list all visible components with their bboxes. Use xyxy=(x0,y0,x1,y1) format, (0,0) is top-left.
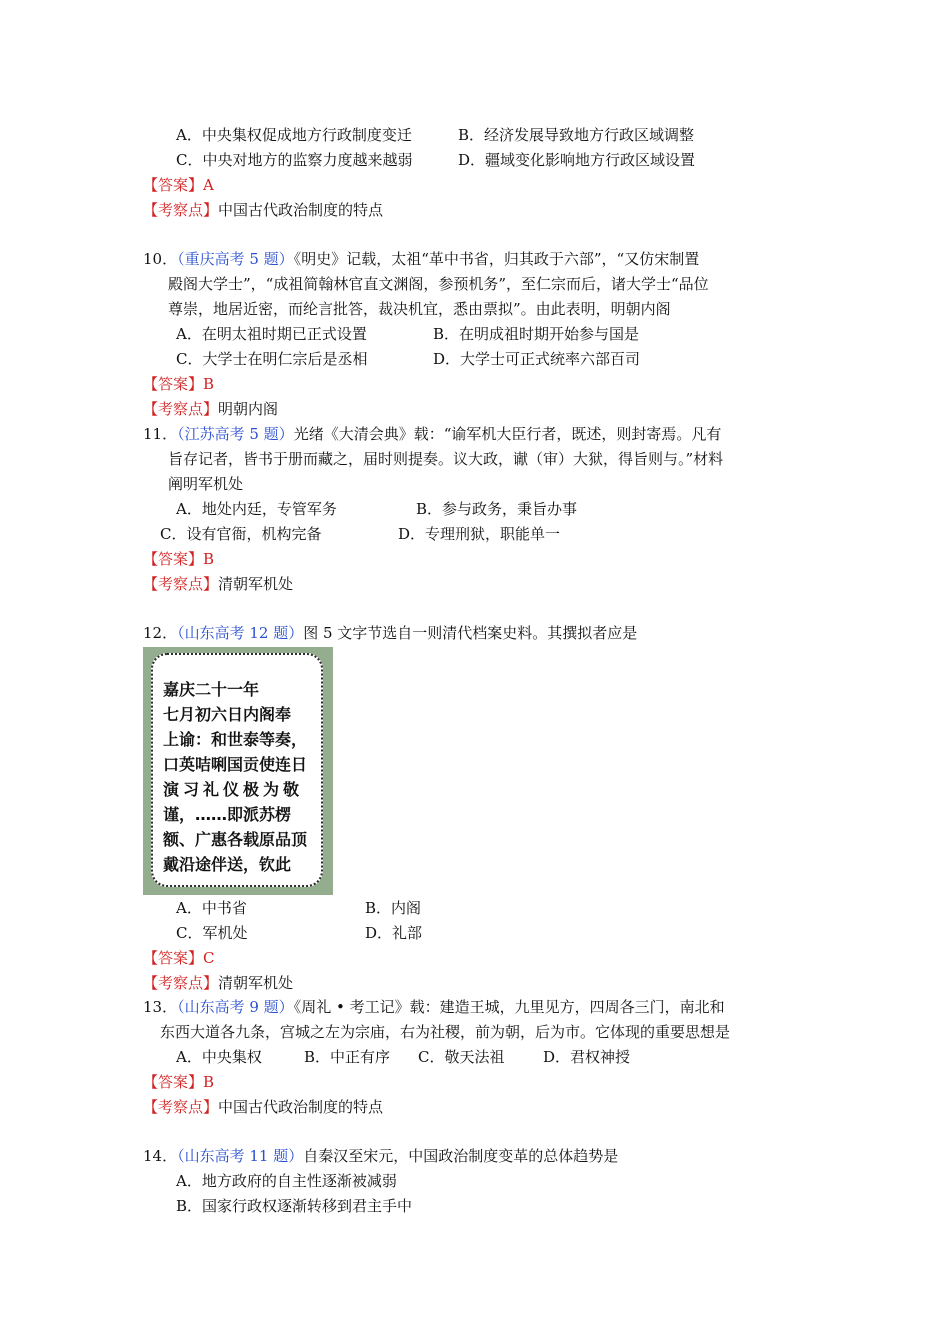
figure-line: 演习礼仪极为敬 xyxy=(163,780,304,799)
q11-source: （江苏高考 5 题） xyxy=(177,425,294,443)
q9-option-c: C．中央对地方的监察力度越来越弱 xyxy=(176,151,413,169)
q12-option-b: B．内阁 xyxy=(365,899,422,917)
q10-option-c: C．大学士在明仁宗后是丞相 xyxy=(176,350,368,368)
q14-option-b: B．国家行政权逐渐转移到君主手中 xyxy=(176,1197,413,1215)
q9-answer: 【答案】A xyxy=(143,176,214,194)
q13-answer: 【答案】B xyxy=(143,1073,215,1091)
figure-line: 谨，……即派苏楞 xyxy=(163,805,292,824)
q13-stem-line1: 13．（山东高考 9 题）《周礼 • 考工记》载：建造王城，九里见方，四周各三门，南北和 xyxy=(143,998,725,1016)
q10-stem-line1: 10．（重庆高考 5 题）《明史》记载，太祖“革中书省，归其政于六部”，“又仿宋制置 xyxy=(143,250,700,268)
q12-figure-archive xyxy=(143,647,333,895)
q13-option-c: C．敬天法祖 xyxy=(418,1048,505,1066)
q12-point: 【考察点】清朝军机处 xyxy=(143,974,294,992)
q10-option-a: A．在明太祖时期已正式设置 xyxy=(176,325,367,343)
q11-option-c: C．设有官衙，机构完备 xyxy=(160,525,322,543)
q12-answer: 【答案】C xyxy=(143,949,215,967)
q9-option-b: B．经济发展导致地方行政区域调整 xyxy=(458,126,695,144)
q11-option-d: D．专理刑狱，职能单一 xyxy=(398,525,561,543)
q11-stem-line2: 旨存记者，皆书于册而藏之，届时则提奏。议大政，谳（审）大狱，得旨则与。”材料 xyxy=(168,450,724,468)
q14-option-a: A．地方政府的自主性逐渐被减弱 xyxy=(176,1172,397,1190)
q10-stem-line2: 殿阁大学士”，“成祖简翰林官直文渊阁，参预机务”，至仁宗而后，诸大学士“品位 xyxy=(168,275,709,293)
q10-answer: 【答案】B xyxy=(143,375,215,393)
q13-option-a: A．中央集权 xyxy=(176,1048,262,1066)
figure-line: 额、广惠各载原品顶 xyxy=(163,830,308,849)
q14-source: （山东高考 11 题） xyxy=(177,1147,304,1165)
q11-option-b: B．参与政务，秉旨办事 xyxy=(416,500,578,518)
q11-answer: 【答案】B xyxy=(143,550,215,568)
q12-option-a: A．中书省 xyxy=(176,899,247,917)
q13-option-d: D．君权神授 xyxy=(543,1048,631,1066)
q12-stem-line1: 12．（山东高考 12 题）图 5 文字节选自一则清代档案史料。其撰拟者应是 xyxy=(143,624,638,642)
q12-figure-frame xyxy=(151,653,323,887)
q12-option-d: D．礼部 xyxy=(365,924,423,942)
q9-option-d: D．疆域变化影响地方行政区域设置 xyxy=(458,151,696,169)
q10-stem-line3: 尊崇，地居近密，而纶言批答，裁决机宜，悉由票拟”。由此表明，明朝内阁 xyxy=(168,300,671,318)
figure-line: 七月初六日内阁奉 xyxy=(163,705,292,724)
q13-stem-line2: 东西大道各九条，宫城之左为宗庙，右为社稷，前为朝，后为市。它体现的重要思想是 xyxy=(160,1023,731,1041)
q13-option-b: B．中正有序 xyxy=(304,1048,391,1066)
q13-point: 【考察点】中国古代政治制度的特点 xyxy=(143,1098,384,1116)
q13-source: （山东高考 9 题） xyxy=(177,998,294,1016)
q11-stem-line1: 11．（江苏高考 5 题）光绪《大清会典》载：“谕军机大臣行者，既述，则封寄焉。凡有 xyxy=(143,425,722,443)
q14-stem-line1: 14．（山东高考 11 题）自秦汉至宋元，中国政治制度变革的总体趋势是 xyxy=(143,1147,619,1165)
figure-line: 戴沿途伴送，钦此 xyxy=(163,855,292,874)
q10-point: 【考察点】明朝内阁 xyxy=(143,400,279,418)
q10-option-b: B．在明成祖时期开始参与国是 xyxy=(433,325,640,343)
q12-source: （山东高考 12 题） xyxy=(177,624,304,642)
q10-option-d: D．大学士可正式统率六部百司 xyxy=(433,350,641,368)
figure-line: 上谕：和世泰等奏， xyxy=(163,730,308,749)
q12-option-c: C．军机处 xyxy=(176,924,248,942)
figure-line: 嘉庆二十一年 xyxy=(163,680,260,699)
figure-line: 口英咭唎国贡使连日 xyxy=(163,755,308,774)
q9-option-a: A．中央集权促成地方行政制度变迁 xyxy=(176,126,412,144)
q11-option-a: A．地处内廷，专管军务 xyxy=(176,500,337,518)
q9-point: 【考察点】中国古代政治制度的特点 xyxy=(143,201,384,219)
q11-point: 【考察点】清朝军机处 xyxy=(143,575,294,593)
q11-stem-line3: 阐明军机处 xyxy=(168,475,244,493)
q10-source: （重庆高考 5 题） xyxy=(177,250,294,268)
